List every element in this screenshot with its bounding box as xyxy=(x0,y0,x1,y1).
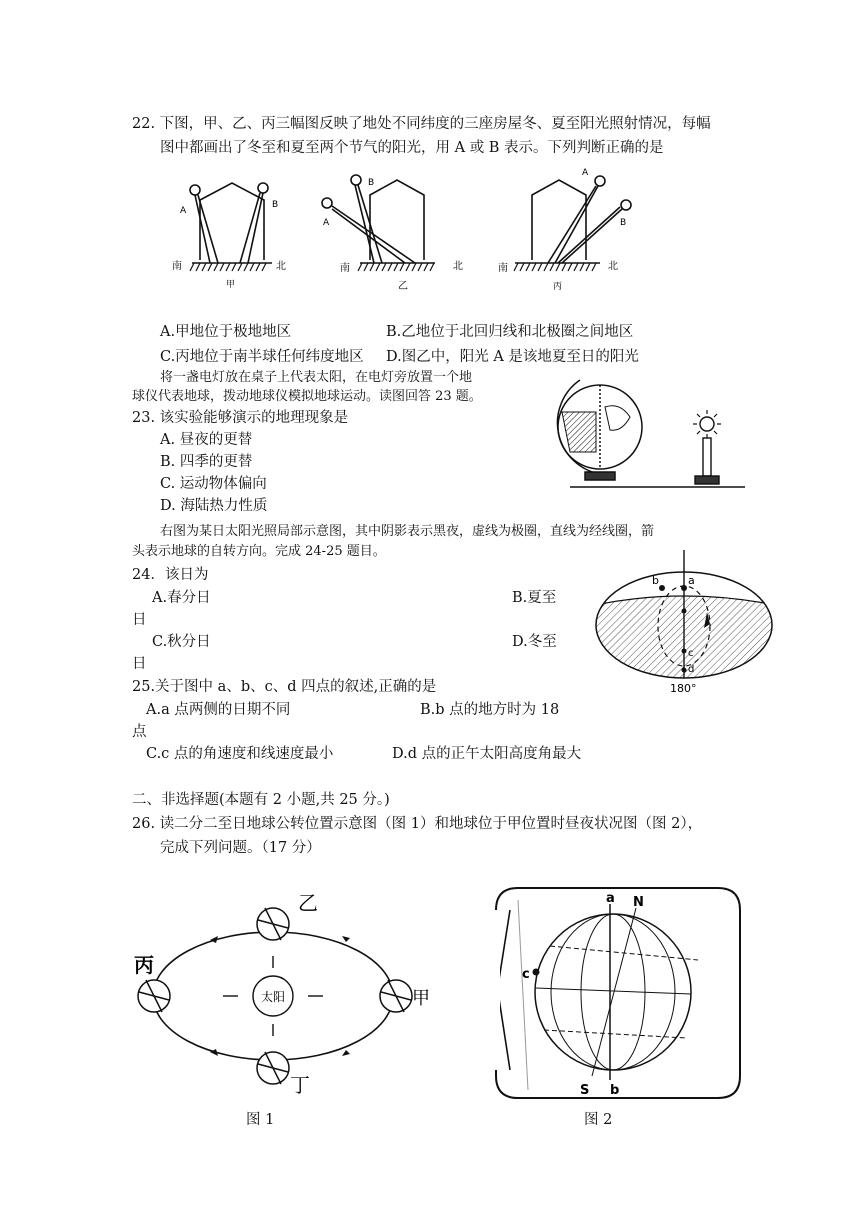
label-yi: 乙 xyxy=(298,891,318,915)
jia-north: 北 xyxy=(276,261,286,272)
fig2-label-s: S xyxy=(580,1083,590,1098)
sun-label: 太阳 xyxy=(261,990,286,1004)
q25-stem: 25.关于图中 a、b、c、d 四点的叙述,正确的是 xyxy=(132,679,437,695)
q2425-intro-line1: 右图为某日太阳光照局部示意图，其中阴影表示黑夜，虚线为极圈，直线为经线圈，箭 xyxy=(160,524,655,539)
fig2-label-b: b xyxy=(610,1083,620,1098)
sunlight-local-figure xyxy=(590,548,780,696)
q24-option-d-cont: 日 xyxy=(132,656,147,672)
bing-south: 南 xyxy=(498,263,508,274)
sun-a-icon xyxy=(190,185,200,195)
q23-option-a: A. 昼夜的更替 xyxy=(160,432,253,448)
sun-b-icon xyxy=(258,183,268,193)
jia-south: 南 xyxy=(172,261,182,272)
earth-ding-icon xyxy=(257,1052,289,1084)
globe-and-lamp-figure xyxy=(540,372,755,494)
fig2-label-c: c xyxy=(522,967,530,982)
point-c xyxy=(682,649,687,654)
point-d xyxy=(682,668,687,673)
q22-option-d: D.图乙中，阳光 A 是该地夏至日的阳光 xyxy=(386,349,639,365)
q22-line1: 22. 下图，甲、乙、丙三幅图反映了地处不同纬度的三座房屋冬、夏至阳光照射情况，每幅 xyxy=(132,116,711,132)
q26-line1: 26. 读二分二至日地球公转位置示意图（图 1）和地球位于甲位置时昼夜状况图（图 2）， xyxy=(132,816,703,832)
fig2-label-n: N xyxy=(633,895,644,910)
earth-orbit-figure xyxy=(128,880,438,1100)
q22-option-a: A.甲地位于极地地区 xyxy=(160,324,292,340)
q24-option-d: D.冬至 xyxy=(512,634,557,650)
q22-option-b: B.乙地位于北回归线和北极圈之间地区 xyxy=(386,324,634,340)
label-c: c xyxy=(688,648,694,659)
label-180: 180° xyxy=(670,682,697,695)
label-d: d xyxy=(688,664,695,675)
bing-north: 北 xyxy=(608,261,618,272)
earth-bing-icon xyxy=(138,980,170,1012)
q26-line2: 完成下列问题。（17 分） xyxy=(160,840,321,856)
yi-south: 南 xyxy=(340,263,350,274)
q25-option-a: A.a 点两侧的日期不同 xyxy=(146,702,291,718)
bing-label-a: A xyxy=(582,168,589,178)
q25-option-b-cont: 点 xyxy=(132,724,147,740)
q24-option-b: B.夏至 xyxy=(512,590,557,606)
fig1-caption: 图 1 xyxy=(246,1112,275,1128)
bing-caption: 丙 xyxy=(553,282,563,292)
earth-jia-icon xyxy=(380,980,412,1012)
house-jia-figure xyxy=(190,183,272,271)
label-b: b xyxy=(652,574,659,587)
day-night-globe-figure xyxy=(488,880,748,1102)
jia-label-a: A xyxy=(180,206,187,216)
q2425-intro-line2: 头表示地球的自转方向。完成 24-25 题目。 xyxy=(132,544,386,559)
bing-label-b: B xyxy=(620,218,627,228)
q23-option-b: B. 四季的更替 xyxy=(160,454,253,470)
label-bing: 丙 xyxy=(134,953,154,977)
q25-option-c: C.c 点的角速度和线速度最小 xyxy=(146,746,334,762)
point-c-fig2 xyxy=(533,969,540,976)
label-a: a xyxy=(688,574,695,587)
q25-option-b: B.b 点的地方时为 18 xyxy=(420,702,560,718)
label-jia: 甲 xyxy=(412,988,430,1009)
q25-option-d: D.d 点的正午太阳高度角最大 xyxy=(392,746,582,762)
q24-stem: 24．该日为 xyxy=(132,567,209,583)
yi-label-a: A xyxy=(323,218,330,228)
q24-option-a: A.春分日 xyxy=(152,590,211,606)
q24-option-c: C.秋分日 xyxy=(152,634,211,650)
q22-house-figures xyxy=(160,165,640,295)
jia-label-b: B xyxy=(272,200,279,210)
house-bing-figure xyxy=(514,176,631,271)
yi-caption: 乙 xyxy=(398,281,408,292)
fig2-caption: 图 2 xyxy=(584,1112,613,1128)
earth-yi-icon xyxy=(257,908,289,940)
q23-stem: 23. 该实验能够演示的地理现象是 xyxy=(132,410,349,426)
yi-label-b: B xyxy=(368,178,375,188)
q22-line2: 图中都画出了冬至和夏至两个节气的阳光，用 A 或 B 表示。下列判断正确的是 xyxy=(160,140,664,156)
part2-title: 二、非选择题(本题有 2 小题,共 25 分。) xyxy=(132,792,390,808)
jia-caption: 甲 xyxy=(226,280,236,290)
q23-intro-line1: 将一盏电灯放在桌子上代表太阳，在电灯旁放置一个地 xyxy=(160,370,473,385)
q22-option-c: C.丙地位于南半球任何纬度地区 xyxy=(160,349,364,365)
house-yi-figure xyxy=(322,175,435,271)
q24-option-b-cont: 日 xyxy=(132,612,147,628)
point-b xyxy=(659,585,665,591)
q23-option-c: C. 运动物体偏向 xyxy=(160,476,267,492)
fig2-label-a: a xyxy=(606,891,615,906)
label-ding: 丁 xyxy=(290,1073,310,1097)
lamp-sun-icon xyxy=(693,410,721,484)
q23-option-d: D. 海陆热力性质 xyxy=(160,498,268,514)
q23-intro-line2: 球仪代表地球，拨动地球仪模拟地球运动。读图回答 23 题。 xyxy=(132,389,482,404)
point-a xyxy=(681,585,687,591)
yi-north: 北 xyxy=(453,261,463,272)
